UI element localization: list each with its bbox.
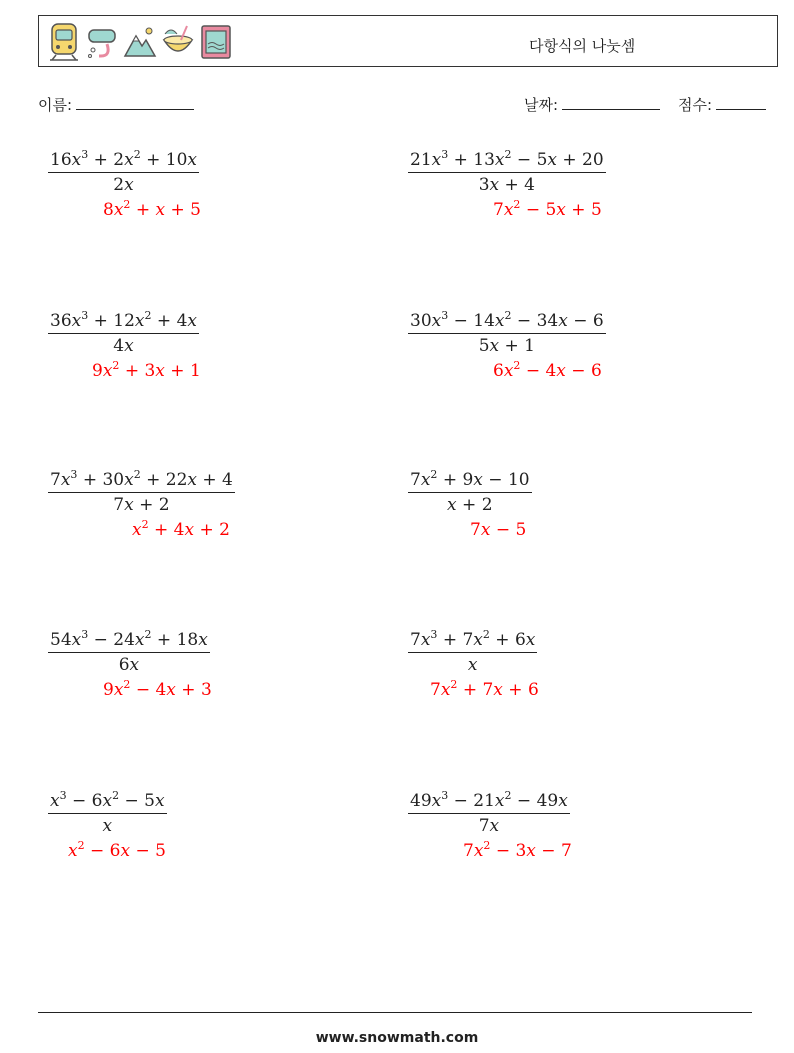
term-coefficient: 30 [410, 311, 432, 331]
term-coefficient: − 4 [520, 361, 557, 381]
term-variable: x [494, 311, 505, 331]
numerator [408, 630, 537, 653]
term-coefficient: + 6 [489, 630, 526, 650]
term-coefficient: − 6 [66, 791, 103, 811]
term-variable: x [166, 680, 176, 700]
term-coefficient: − 6 [565, 361, 602, 381]
term-exponent: 2 [112, 789, 120, 802]
term-coefficient: + 2 [88, 150, 125, 170]
term-variable: x [489, 816, 500, 836]
division-problem-4 [408, 311, 606, 356]
numerator [48, 150, 199, 173]
term-variable: x [489, 175, 500, 195]
term-coefficient: 5 [478, 336, 490, 356]
term-variable: x [493, 680, 503, 700]
term-exponent: 2 [123, 198, 131, 211]
term-exponent: 3 [430, 628, 438, 641]
term-variable: x [184, 520, 195, 540]
term-variable: x [556, 361, 566, 381]
fraction [408, 311, 606, 356]
term-variable: x [420, 470, 431, 490]
term-exponent: 2 [513, 198, 521, 211]
term-coefficient: + 5 [165, 200, 201, 220]
term-coefficient: 7 [113, 495, 125, 515]
term-variable: x [154, 791, 165, 811]
fraction [48, 791, 167, 836]
score-blank[interactable] [716, 95, 766, 110]
fraction [48, 470, 235, 515]
tram-icon [47, 22, 81, 62]
denominator [408, 334, 606, 356]
division-problem-1 [48, 150, 199, 195]
term-coefficient: + 4 [499, 175, 535, 195]
fraction [408, 630, 537, 675]
term-coefficient: 8 [103, 200, 114, 220]
term-variable: x [431, 311, 442, 331]
footer-divider [38, 1012, 752, 1013]
term-coefficient: + 4 [196, 470, 233, 490]
name-blank[interactable] [76, 95, 194, 110]
term-coefficient: + 3 [175, 680, 212, 700]
term-variable: x [198, 630, 208, 650]
score-field [678, 94, 766, 115]
term-variable: x [60, 470, 71, 490]
answer-10 [463, 841, 572, 861]
fraction [48, 311, 199, 356]
answer-1 [103, 200, 201, 220]
name-field [38, 94, 194, 115]
term-exponent: 2 [123, 678, 131, 691]
term-exponent: 2 [430, 468, 438, 481]
term-exponent: 2 [133, 148, 141, 161]
term-variable: x [525, 630, 536, 650]
date-blank[interactable] [562, 95, 660, 110]
term-exponent: 3 [70, 468, 78, 481]
term-coefficient: − 6 [567, 311, 604, 331]
term-coefficient: − 5 [490, 520, 527, 540]
term-variable: x [129, 655, 140, 675]
term-exponent: 3 [441, 309, 449, 322]
score-label: 점수: [678, 96, 713, 114]
division-problem-7 [48, 630, 210, 675]
division-problem-10 [408, 791, 570, 836]
term-variable: x [124, 495, 134, 515]
term-variable: x [447, 495, 457, 515]
term-exponent: 3 [81, 628, 89, 641]
term-variable: x [102, 791, 113, 811]
term-coefficient: − 10 [482, 470, 530, 490]
term-variable: x [489, 336, 500, 356]
term-variable: x [124, 150, 134, 170]
term-coefficient: − 6 [84, 841, 121, 861]
term-variable: x [547, 150, 557, 170]
term-coefficient: − 7 [535, 841, 572, 861]
term-variable: x [68, 841, 78, 861]
term-coefficient: − 5 [130, 841, 166, 861]
term-variable: x [526, 841, 536, 861]
denominator [408, 653, 537, 675]
term-coefficient: 36 [50, 311, 72, 331]
answer-6 [470, 520, 526, 540]
term-variable: x [71, 311, 82, 331]
division-problem-2 [408, 150, 606, 195]
term-coefficient: + [130, 200, 156, 220]
term-coefficient: + 30 [77, 470, 125, 490]
term-coefficient: 7 [410, 630, 421, 650]
term-coefficient: + 2 [194, 520, 230, 540]
term-coefficient: + 22 [140, 470, 188, 490]
term-exponent: 2 [504, 309, 512, 322]
term-coefficient: 54 [50, 630, 72, 650]
snorkel-mask-icon [85, 22, 119, 62]
term-variable: x [440, 680, 451, 700]
term-coefficient: + 6 [502, 680, 539, 700]
numerator [408, 311, 606, 334]
term-variable: x [558, 791, 568, 811]
division-problem-8 [408, 630, 537, 675]
term-variable: x [473, 470, 483, 490]
term-coefficient: 6 [118, 655, 130, 675]
term-coefficient: + 9 [437, 470, 474, 490]
term-exponent: 2 [77, 839, 85, 852]
term-variable: x [134, 630, 145, 650]
numerator [48, 311, 199, 334]
term-coefficient: − 5 [511, 150, 548, 170]
fraction [408, 150, 606, 195]
fraction [408, 791, 570, 836]
term-exponent: 2 [513, 359, 521, 372]
term-exponent: 3 [441, 789, 449, 802]
name-label: 이름: [38, 96, 73, 114]
numerator [48, 791, 167, 814]
term-variable: x [431, 150, 442, 170]
term-exponent: 2 [504, 789, 512, 802]
term-coefficient: 7 [430, 680, 441, 700]
term-coefficient: 7 [463, 841, 474, 861]
term-variable: x [480, 520, 491, 540]
term-coefficient: + 2 [456, 495, 493, 515]
division-problem-3 [48, 311, 199, 356]
numerator [48, 470, 235, 493]
term-variable: x [187, 150, 197, 170]
term-coefficient: − 24 [88, 630, 135, 650]
fraction [48, 150, 199, 195]
term-variable: x [120, 841, 131, 861]
term-variable: x [113, 680, 124, 700]
term-exponent: 3 [81, 148, 89, 161]
term-coefficient: + 2 [133, 495, 170, 515]
term-coefficient: − 3 [490, 841, 527, 861]
term-variable: x [420, 630, 431, 650]
term-coefficient: + 7 [457, 680, 494, 700]
denominator [408, 814, 570, 836]
term-exponent: 2 [133, 468, 141, 481]
worksheet-header [38, 15, 778, 67]
coconut-drink-icon [161, 22, 195, 62]
term-variable: x [134, 311, 145, 331]
term-variable: x [124, 175, 134, 195]
division-problem-6 [408, 470, 532, 515]
term-exponent: 3 [81, 309, 89, 322]
term-exponent: 3 [59, 789, 67, 802]
term-coefficient: − 34 [511, 311, 559, 331]
term-variable: x [494, 150, 505, 170]
denominator [48, 493, 235, 515]
term-coefficient: − 21 [448, 791, 495, 811]
answer-9 [68, 841, 166, 861]
term-coefficient: + 4 [148, 520, 185, 540]
numerator [408, 150, 606, 173]
term-coefficient: 7 [410, 470, 421, 490]
term-coefficient: − 49 [511, 791, 559, 811]
term-exponent: 2 [450, 678, 458, 691]
term-coefficient: 6 [493, 361, 504, 381]
term-coefficient: 7 [478, 816, 490, 836]
term-exponent: 3 [441, 148, 449, 161]
term-exponent: 2 [144, 628, 152, 641]
term-variable: x [71, 150, 82, 170]
term-coefficient: + 5 [565, 200, 602, 220]
term-coefficient: 2 [113, 175, 125, 195]
answer-4 [493, 361, 602, 381]
term-coefficient: 21 [410, 150, 432, 170]
term-variable: x [50, 791, 60, 811]
term-exponent: 2 [141, 518, 149, 531]
footer-url[interactable]: www.snowmath.com [315, 1030, 479, 1046]
term-exponent: 2 [504, 148, 512, 161]
term-coefficient: + 12 [88, 311, 135, 331]
term-coefficient: + 4 [151, 311, 188, 331]
term-variable: x [503, 361, 514, 381]
picture-frame-icon [199, 22, 233, 62]
term-coefficient: 7 [50, 470, 61, 490]
term-coefficient: − 14 [448, 311, 495, 331]
term-coefficient: + 10 [140, 150, 188, 170]
term-exponent: 2 [482, 628, 490, 641]
term-coefficient: 49 [410, 791, 432, 811]
numerator [408, 470, 532, 493]
term-variable: x [102, 816, 113, 836]
term-variable: x [503, 200, 514, 220]
answer-5 [132, 520, 230, 540]
term-coefficient: 7 [470, 520, 481, 540]
term-variable: x [473, 841, 484, 861]
term-coefficient: − 5 [520, 200, 557, 220]
answer-3 [92, 361, 201, 381]
term-variable: x [124, 470, 134, 490]
term-coefficient: − 5 [119, 791, 155, 811]
answer-2 [493, 200, 602, 220]
answer-7 [103, 680, 212, 700]
term-variable: x [556, 200, 566, 220]
denominator [408, 493, 532, 515]
fraction [408, 470, 532, 515]
term-coefficient: 4 [113, 336, 125, 356]
term-variable: x [467, 655, 478, 675]
term-variable: x [71, 630, 82, 650]
denominator [48, 653, 210, 675]
term-variable: x [494, 791, 505, 811]
denominator [48, 173, 199, 195]
term-coefficient: + 1 [164, 361, 201, 381]
term-coefficient: 7 [493, 200, 504, 220]
term-coefficient: + 20 [556, 150, 604, 170]
term-variable: x [431, 791, 442, 811]
term-coefficient: 9 [103, 680, 114, 700]
term-variable: x [113, 200, 124, 220]
term-variable: x [102, 361, 113, 381]
term-variable: x [558, 311, 568, 331]
fraction [48, 630, 210, 675]
term-exponent: 2 [144, 309, 152, 322]
denominator [408, 173, 606, 195]
date-field [524, 94, 660, 115]
numerator [408, 791, 570, 814]
term-variable: x [132, 520, 142, 540]
term-coefficient: 16 [50, 150, 72, 170]
term-coefficient: + 1 [499, 336, 535, 356]
date-label: 날짜: [524, 96, 559, 114]
term-variable: x [155, 200, 166, 220]
division-problem-9 [48, 791, 167, 836]
denominator [48, 334, 199, 356]
term-variable: x [187, 311, 197, 331]
term-coefficient: 3 [478, 175, 490, 195]
term-coefficient: + 7 [437, 630, 474, 650]
term-variable: x [187, 470, 197, 490]
term-coefficient: − 4 [130, 680, 167, 700]
term-coefficient: + 18 [151, 630, 199, 650]
header-icons [47, 22, 233, 62]
term-exponent: 2 [483, 839, 491, 852]
term-coefficient: + 13 [448, 150, 495, 170]
answer-8 [430, 680, 539, 700]
division-problem-5 [48, 470, 235, 515]
mountain-icon [123, 22, 157, 62]
worksheet-title: 다항식의 나눗셈 [529, 37, 636, 55]
term-variable: x [124, 336, 134, 356]
denominator [48, 814, 167, 836]
term-variable: x [473, 630, 483, 650]
numerator [48, 630, 210, 653]
term-exponent: 2 [112, 359, 120, 372]
term-coefficient: + 3 [119, 361, 156, 381]
term-coefficient: 9 [92, 361, 103, 381]
term-variable: x [155, 361, 165, 381]
